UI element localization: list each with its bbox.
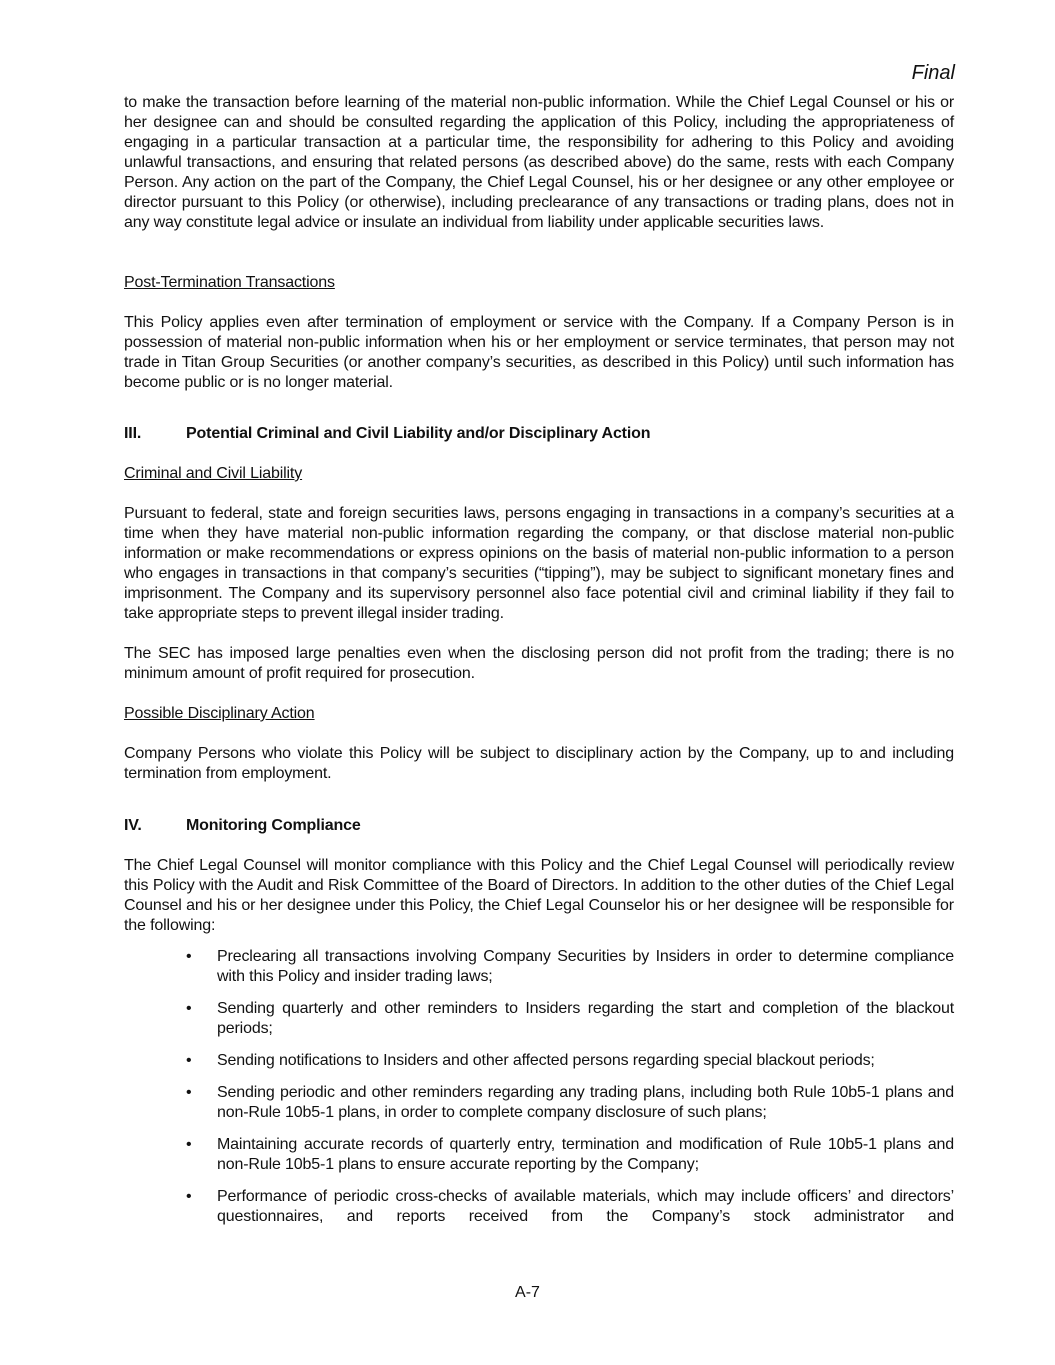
list-item: [184, 1083, 954, 1123]
paragraph-text: Company Persons who violate this Policy will be subject to disciplinary action by the Company, up to and including termination from employment.: [124, 745, 954, 782]
list-item: [184, 1187, 954, 1227]
list-item-text: Performance of periodic cross-checks of available materials, which may include officers’ and directors’ questionnaires, and reports received from the Company’s stock administrator and: [217, 1188, 954, 1225]
paragraph-text: Pursuant to federal, state and foreign securities laws, persons engaging in transactions in a company’s securities at a time when they have material non-public information regarding the company, or that disclose material non-public information or make recommendations or express opinions on the basis of material non-public information to a person who engages in transactions in that company’s securities (“tipping”), may be subject to significant monetary fines and imprisonment. The Company and its supervisory personnel also face potential civil and criminal liability if they fail to take appropriate steps to prevent illegal insider trading.: [124, 505, 954, 622]
page-number: A-7: [515, 1284, 540, 1301]
sec-penalties-paragraph: [124, 644, 954, 684]
paragraph-text: to make the transaction before learning of the material non-public information. While the Chief Legal Counsel or his or her designee can and should be consulted regarding the application of this Policy, including the appropriateness of engaging in a particular transaction at a particular time, the responsibility for adhering to this Policy and avoiding unlawful transactions, and ensuring that related persons (as described above) do the same, rests with each Company Person. Any action on the part of the Company, the Chief Legal Counsel, his or her designee or any other employee or director pursuant to this Policy (or otherwise), including preclearance of any transactions or trading plans, does not in any way constitute legal advice or insulate an individual from liability under applicable securities laws.: [124, 94, 954, 231]
list-item-text: Preclearing all transactions involving Company Securities by Insiders in order to determine compliance with this Policy and insider trading laws;: [217, 948, 954, 985]
list-item-text: Sending quarterly and other reminders to Insiders regarding the start and completion of the blackout periods;: [217, 1000, 954, 1037]
disciplinary-action-paragraph: [124, 744, 954, 784]
document-status-label: Final: [911, 62, 955, 84]
criminal-civil-liability-paragraph: [124, 504, 954, 624]
bullet-icon: •: [186, 1000, 192, 1017]
section-number: IV.: [124, 817, 142, 834]
list-item-text: Sending notifications to Insiders and other affected persons regarding special blackout periods;: [217, 1052, 875, 1069]
bullet-icon: •: [186, 1188, 192, 1205]
bullet-icon: •: [186, 1084, 192, 1101]
list-item-text: Maintaining accurate records of quarterly entry, termination and modification of Rule 10b5-1 plans and non-Rule 10b5-1 plans to ensure accurate reporting by the Company;: [217, 1136, 954, 1173]
responsibilities-list: [184, 947, 954, 1239]
section-title: Potential Criminal and Civil Liability and/or Disciplinary Action: [186, 425, 651, 442]
section-title: Monitoring Compliance: [186, 817, 361, 834]
paragraph-text: This Policy applies even after termination of employment or service with the Company. If a Company Person is in possession of material non-public information when his or her employment or service terminates, that person may not trade in Titan Group Securities (or another company’s securities, as described in this Policy) until such information has become public or is no longer material.: [124, 314, 954, 391]
post-termination-paragraph: [124, 313, 954, 393]
criminal-civil-liability-heading: Criminal and Civil Liability: [124, 465, 303, 482]
paragraph-text: The SEC has imposed large penalties even when the disclosing person did not profit from the trading; there is no minimum amount of profit required for prosecution.: [124, 645, 954, 682]
bullet-icon: •: [186, 948, 192, 965]
post-termination-heading: Post-Termination Transactions: [124, 274, 335, 291]
disciplinary-action-heading: Possible Disciplinary Action: [124, 705, 315, 722]
bullet-icon: •: [186, 1136, 192, 1153]
monitoring-compliance-paragraph: [124, 856, 954, 936]
bullet-icon: •: [186, 1052, 192, 1069]
list-item: [184, 1051, 954, 1071]
list-item: [184, 1135, 954, 1175]
section-4-heading: [124, 816, 361, 836]
list-item: [184, 999, 954, 1039]
section-3-heading: [124, 424, 650, 444]
paragraph-text: The Chief Legal Counsel will monitor compliance with this Policy and the Chief Legal Counsel will periodically review this Policy with the Audit and Risk Committee of the Board of Directors. In addition to the other duties of the Chief Legal Counsel and his or her designee under this Policy, the Chief Legal Counselor his or her designee will be responsible for the following:: [124, 857, 954, 934]
section-number: III.: [124, 425, 142, 442]
list-item: [184, 947, 954, 987]
list-item-text: Sending periodic and other reminders regarding any trading plans, including both Rule 10b5-1 plans and non-Rule 10b5-1 plans, in order to complete company disclosure of such plans;: [217, 1084, 954, 1121]
intro-paragraph: [124, 93, 954, 233]
